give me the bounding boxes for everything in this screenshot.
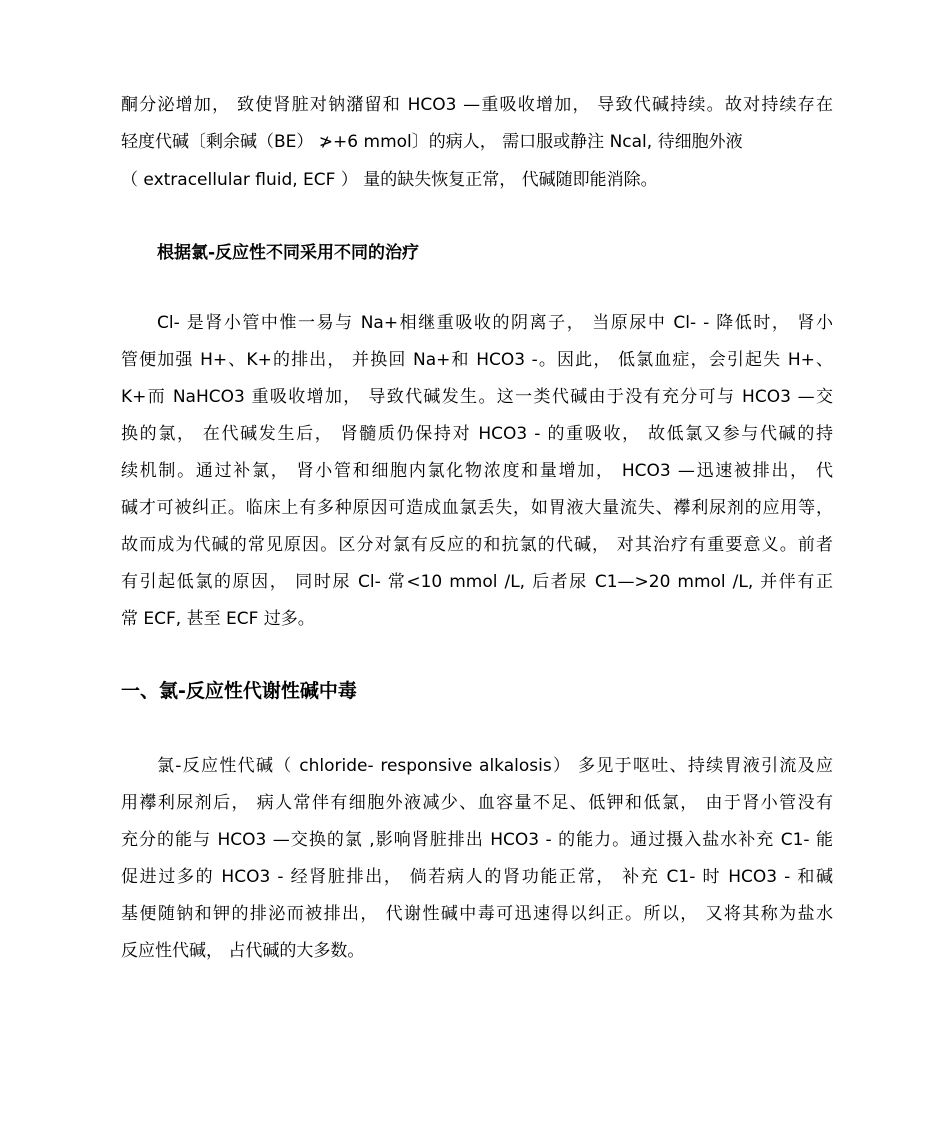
paragraph-line: 碱才可被纠正。临床上有多种原因可造成血氯丢失，如胃液大量流失、襻利尿剂的应用等，	[121, 498, 833, 518]
section-heading: 一、氯-反应性代谢性碱中毒	[121, 680, 357, 702]
paragraph-line: （ extracellular fluid, ECF ） 量的缺失恢复正常， 代碱随即能消除。	[121, 170, 658, 190]
paragraph-line: 氯-反应性代碱（ chloride- responsive alkalosis） 多见于呕吐、持续胃液引流及应	[157, 756, 833, 776]
paragraph-line: Cl- 是肾小管中惟一易与 Na+相继重吸收的阴离子， 当原尿中 Cl- - 降低时， 肾小	[157, 313, 833, 333]
paragraph-line: 用襻利尿剂后， 病人常伴有细胞外液减少、血容量不足、低钾和低氯， 由于肾小管没有	[121, 793, 833, 813]
subheading: 根据氯-反应性不同采用不同的治疗	[157, 243, 420, 263]
paragraph-line: 有引起低氯的原因， 同时尿 Cl- 常<10 mmol /L, 后者尿 C1—>20 mmol /L, 并伴有正	[121, 572, 833, 592]
paragraph-line: 换的氯， 在代碱发生后， 肾髓质仍保持对 HCO3 - 的重吸收， 故低氯又参与代碱的持	[121, 424, 833, 444]
paragraph-line: 基便随钠和钾的排泌而被排出， 代谢性碱中毒可迅速得以纠正。所以， 又将其称为盐水	[121, 904, 833, 924]
paragraph-line: 轻度代碱〔剩余碱（BE） ≯+6 mmol〕的病人， 需口服或静注 Ncal, 待细胞外液	[121, 132, 743, 152]
paragraph-line: K+而 NaHCO3 重吸收增加， 导致代碱发生。这一类代碱由于没有充分可与 HCO3 —交	[121, 387, 833, 407]
paragraph-line: 促进过多的 HCO3 - 经肾脏排出， 倘若病人的肾功能正常， 补充 C1- 时 HCO3 - 和碱	[121, 867, 833, 887]
paragraph-line: 故而成为代碱的常见原因。区分对氯有反应的和抗氯的代碱， 对其治疗有重要意义。前者	[121, 535, 833, 555]
paragraph-line: 反应性代碱， 占代碱的大多数。	[121, 941, 365, 961]
paragraph-line: 酮分泌增加， 致使肾脏对钠潴留和 HCO3 —重吸收增加， 导致代碱持续。故对持续存在	[121, 95, 833, 115]
paragraph-line: 充分的能与 HCO3 —交换的氯 ,影响肾脏排出 HCO3 - 的能力。通过摄入盐水补充 C1- 能	[121, 830, 833, 850]
paragraph-line: 续机制。通过补氯， 肾小管和细胞内氯化物浓度和量增加， HCO3 —迅速被排出， 代	[121, 461, 833, 481]
paragraph-line: 管便加强 H+、K+的排出， 并换回 Na+和 HCO3 -。因此， 低氯血症，会引起失 H+、	[121, 350, 833, 370]
paragraph-line: 常 ECF, 甚至 ECF 过多。	[121, 609, 315, 629]
